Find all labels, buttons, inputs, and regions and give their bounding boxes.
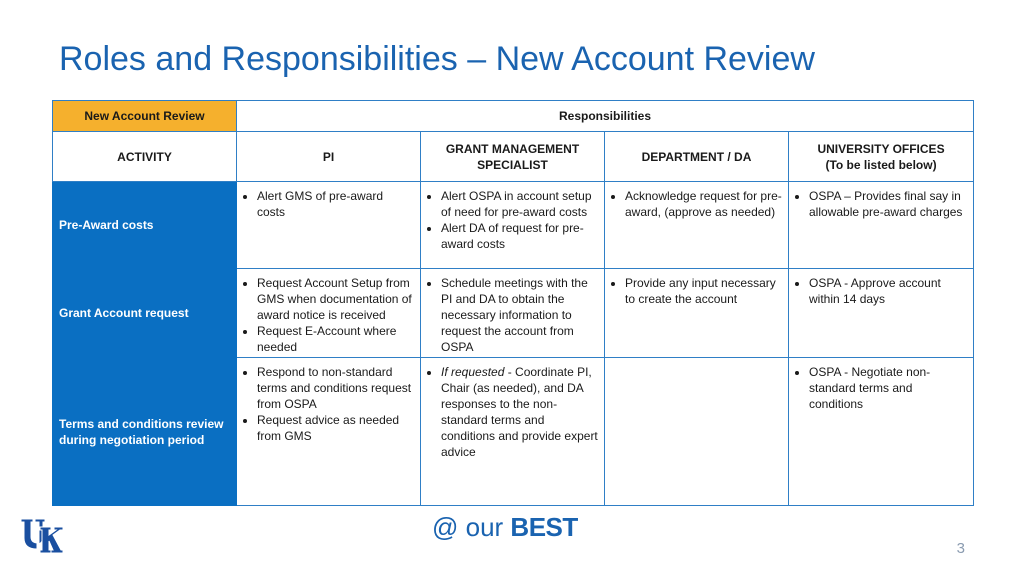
col-header-gms-line1: GRANT MANAGEMENT [445, 141, 580, 156]
list-item: • Alert DA of request for pre-award costs [441, 220, 598, 252]
tagline-at-our: @ our [432, 512, 511, 542]
if-requested-text: If requested [441, 365, 505, 379]
cell-dept [605, 182, 789, 269]
cell-univ [789, 182, 974, 269]
column-header-row [53, 132, 974, 182]
list-item: • Respond to non-standard terms and conditions request from OSPA [257, 364, 414, 412]
cell-univ [789, 269, 974, 358]
col-header-univ-line2: (To be listed below) [825, 157, 937, 172]
col-header-gms [421, 132, 605, 182]
list-item: • OSPA – Provides final say in allowable pre-award charges [809, 188, 967, 220]
tagline-best: BEST [510, 512, 578, 542]
row-label-grant-account: Grant Account request [53, 269, 237, 358]
col-header-pi: PI [237, 132, 421, 182]
list-item: • Schedule meetings with the PI and DA to obtain the necessary information to request the account from OSPA [441, 275, 598, 355]
col-header-gms-line2: SPECIALIST [477, 157, 548, 172]
table-row [53, 269, 974, 358]
list-item: • Acknowledge request for pre-award, (approve as needed) [625, 188, 782, 220]
col-header-dept: DEPARTMENT / DA [605, 132, 789, 182]
list-item: • Alert GMS of pre-award costs [257, 188, 414, 220]
cell-pi [237, 269, 421, 358]
table-row [53, 358, 974, 506]
slide-title: Roles and Responsibilities – New Account Review [59, 40, 815, 78]
cell-dept [605, 269, 789, 358]
row-label-pre-award: Pre-Award costs [53, 182, 237, 269]
cell-dept-empty [605, 358, 789, 506]
footer-tagline [432, 512, 578, 543]
list-item: • Request E-Account where needed [257, 323, 414, 355]
responsibilities-header: Responsibilities [237, 101, 974, 132]
list-item: • OSPA - Approve account within 14 days [809, 275, 967, 307]
row-label-terms-conditions: Terms and conditions review during negotiation period [53, 358, 237, 506]
list-item [441, 364, 598, 460]
cell-gms [421, 358, 605, 506]
cell-pi [237, 182, 421, 269]
list-item: • Request advice as needed from GMS [257, 412, 414, 444]
cell-gms [421, 269, 605, 358]
cell-univ [789, 358, 974, 506]
table-header-row [53, 101, 974, 132]
page-number: 3 [956, 540, 965, 557]
list-item: • Provide any input necessary to create the account [625, 275, 782, 307]
list-item: • Alert OSPA in account setup of need for pre-award costs [441, 188, 598, 220]
gms-coordinate-text: - Coordinate PI, Chair (as needed), and DA responses to the non-standard terms and conditions and provide expert advice [441, 365, 598, 459]
col-header-univ-line1: UNIVERSITY OFFICES [817, 141, 945, 156]
cell-pi [237, 358, 421, 506]
list-item: • Request Account Setup from GMS when documentation of award notice is received [257, 275, 414, 323]
corner-label: New Account Review [53, 101, 237, 132]
table-row [53, 182, 974, 269]
list-item: • OSPA - Negotiate non-standard terms and conditions [809, 364, 967, 412]
cell-gms [421, 182, 605, 269]
uk-logo-icon [20, 517, 64, 555]
col-header-univ [789, 132, 974, 182]
col-header-activity: ACTIVITY [53, 132, 237, 182]
responsibilities-table [52, 100, 974, 506]
